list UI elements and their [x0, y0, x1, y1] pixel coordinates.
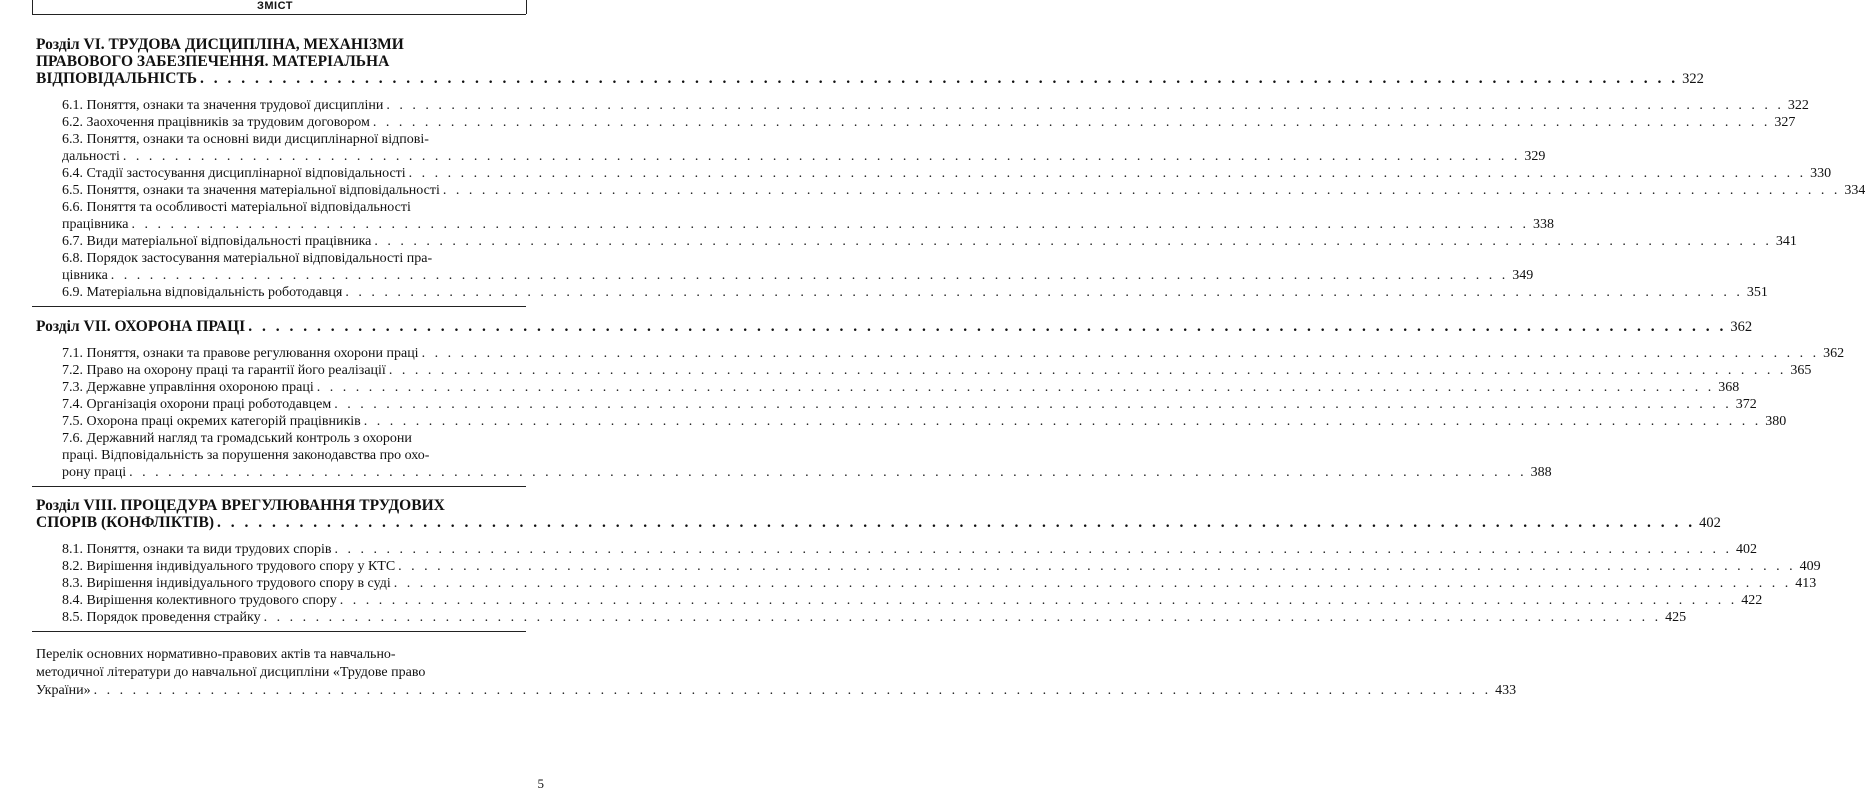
toc-item-7-4[interactable] — [62, 396, 1757, 413]
toc-section-6-title-end: ВІДПОВІДАЛЬНІСТЬ — [36, 70, 198, 87]
toc-item-title: 7.2. Право на охорону праці та гарантії його реалізації — [62, 363, 386, 378]
toc-item-entry — [62, 464, 1552, 481]
toc-literature-title-end: України» — [36, 683, 91, 698]
toc-page-number: 327 — [1774, 115, 1796, 130]
toc-item-title: 6.2. Заохочення працівників за трудовим договором — [62, 115, 370, 130]
toc-item-title-line: 7.6. Державний нагляд та громадський контроль з охорони — [62, 431, 412, 446]
header-rule — [32, 14, 526, 15]
toc-item-title: 7.4. Організація охорони праці роботодавцем — [62, 397, 332, 412]
dot-leader: . . . . . . . . . . . . . . . . . . . . . . . . . . . . . . . . . . . . . . . . . . . . . . . . . . . . . . . . . . . . . . . . . . . . . . . . . . . . . . . . . . . . . . . . . . . . . . . . . . . . . . . . . . . . — [110, 268, 1509, 283]
dot-leader: . . . . . . . . . . . . . . . . . . . . . . . . . . . . . . . . . . . . . . . . . . . . . . . . . . . . . . . . . . . . . . . . . . . . . . . . . . . . . . . . . . . . . . . . . . . . . . . . . . . . . . . . . . . . — [345, 285, 1743, 300]
toc-item-title-line: 6.8. Порядок застосування матеріальної відповідальності пра- — [62, 251, 433, 266]
toc-page-number: 402 — [1699, 515, 1721, 531]
dot-leader: . . . . . . . . . . . . . . . . . . . . . . . . . . . . . . . . . . . . . . . . . . . . . . . . . . . . . . . . . . . . . . . . . . . . . . . . . . . . . . . . . . . . . . . . . . . . . . . . . . . . . . . . . . . . — [316, 380, 1715, 395]
toc-item-6-9[interactable] — [62, 284, 1768, 301]
toc-item-7-3[interactable] — [62, 379, 1740, 396]
toc-page-number: 351 — [1746, 285, 1768, 300]
toc-item-title-line: праці. Відповідальність за порушення законодавства про охо- — [62, 448, 430, 463]
toc-page-number: 334 — [1844, 183, 1865, 198]
dot-leader: . . . . . . . . . . . . . . . . . . . . . . . . . . . . . . . . . . . . . . . . . . . . . . . . . . . . . . . . . . . . . . . . . . . . . . . . . . . . . . . . . . . . . . . . . . . . . . . . . . . . . . . . . . . . — [248, 318, 1727, 335]
dot-leader: . . . . . . . . . . . . . . . . . . . . . . . . . . . . . . . . . . . . . . . . . . . . . . . . . . . . . . . . . . . . . . . . . . . . . . . . . . . . . . . . . . . . . . . . . . . . . . . . . . . . . . . . . . . . — [388, 363, 1787, 378]
dot-leader: . . . . . . . . . . . . . . . . . . . . . . . . . . . . . . . . . . . . . . . . . . . . . . . . . . . . . . . . . . . . . . . . . . . . . . . . . . . . . . . . . . . . . . . . . . . . . . . . . . . . . . . . . . . . — [200, 70, 1679, 87]
toc-item-title: 6.4. Стадії застосування дисциплінарної відповідальності — [62, 166, 406, 181]
toc-literature-entry — [36, 682, 1517, 699]
toc-page-number: 433 — [1495, 683, 1517, 698]
toc-item-title: 8.1. Поняття, ознаки та види трудових спорів — [62, 542, 332, 557]
toc-literature-title-line: Перелік основних нормативно-правових актів та навчально- — [36, 647, 396, 662]
toc-item-title-line: 6.3. Поняття, ознаки та основні види дисциплінарної відпові- — [62, 132, 429, 147]
toc-item-title: 7.1. Поняття, ознаки та правове регулювання охорони праці — [62, 346, 419, 361]
toc-item-title-end: дальності — [62, 149, 120, 164]
toc-section-title: Розділ VII. ОХОРОНА ПРАЦІ — [36, 318, 246, 335]
toc-item-8-4[interactable] — [62, 592, 1763, 609]
section-divider — [32, 486, 526, 487]
toc-item-title-line: 6.6. Поняття та особливості матеріальної відповідальності — [62, 200, 411, 215]
toc-page-number: 413 — [1795, 576, 1817, 591]
toc-page-number: 380 — [1765, 414, 1787, 429]
section-divider — [32, 306, 526, 307]
dot-leader: . . . . . . . . . . . . . . . . . . . . . . . . . . . . . . . . . . . . . . . . . . . . . . . . . . . . . . . . . . . . . . . . . . . . . . . . . . . . . . . . . . . . . . . . . . . . . . . . . . . . . . . . . . . . — [334, 542, 1732, 557]
toc-item-8-5[interactable] — [62, 609, 1687, 626]
toc-item-title-end: працівника — [62, 217, 129, 232]
toc-page-number: 372 — [1735, 397, 1757, 412]
toc-item-title: 6.1. Поняття, ознаки та значення трудової дисципліни — [62, 98, 384, 113]
toc-item-title: 7.5. Охорона праці окремих категорій працівників — [62, 414, 361, 429]
toc-item-title: 8.5. Порядок проведення страйку — [62, 610, 261, 625]
dot-leader: . . . . . . . . . . . . . . . . . . . . . . . . . . . . . . . . . . . . . . . . . . . . . . . . . . . . . . . . . . . . . . . . . . . . . . . . . . . . . . . . . . . . . . . . . . . . . . . . . . . . . . . . . . . . — [408, 166, 1807, 181]
toc-item-title-end: цівника — [62, 268, 108, 283]
dot-leader: . . . . . . . . . . . . . . . . . . . . . . . . . . . . . . . . . . . . . . . . . . . . . . . . . . . . . . . . . . . . . . . . . . . . . . . . . . . . . . . . . . . . . . . . . . . . . . . . . . . . . . . . . . . . — [386, 98, 1784, 113]
toc-page-number: 322 — [1787, 98, 1809, 113]
toc-page-number: 365 — [1790, 363, 1812, 378]
dot-leader: . . . . . . . . . . . . . . . . . . . . . . . . . . . . . . . . . . . . . . . . . . . . . . . . . . . . . . . . . . . . . . . . . . . . . . . . . . . . . . . . . . . . . . . . . . . . . . . . . . . . . . . . . . . . — [363, 414, 1762, 429]
header-right-border — [526, 0, 527, 14]
dot-leader: . . . . . . . . . . . . . . . . . . . . . . . . . . . . . . . . . . . . . . . . . . . . . . . . . . . . . . . . . . . . . . . . . . . . . . . . . . . . . . . . . . . . . . . . . . . . . . . . . . . . . . . . . . . . — [398, 559, 1796, 574]
toc-page-number: 409 — [1799, 559, 1821, 574]
toc-item-entry — [62, 216, 1554, 233]
toc-item-8-2[interactable] — [62, 558, 1821, 575]
toc-page-number: 329 — [1524, 149, 1546, 164]
dot-leader: . . . . . . . . . . . . . . . . . . . . . . . . . . . . . . . . . . . . . . . . . . . . . . . . . . . . . . . . . . . . . . . . . . . . . . . . . . . . . . . . . . . . . . . . . . . . . . . . . . . . . . . . . . . . — [263, 610, 1662, 625]
toc-item-title: 8.3. Вирішення індивідуального трудового спору в суді — [62, 576, 391, 591]
toc-item-6-7[interactable] — [62, 233, 1797, 250]
toc-page-number: 349 — [1512, 268, 1534, 283]
toc-literature-title-line: методичної літератури до навчальної дисципліни «Трудове право — [36, 665, 426, 680]
toc-item-title: 6.9. Матеріальна відповідальність роботодавця — [62, 285, 343, 300]
dot-leader: . . . . . . . . . . . . . . . . . . . . . . . . . . . . . . . . . . . . . . . . . . . . . . . . . . . . . . . . . . . . . . . . . . . . . . . . . . . . . . . . . . . . . . . . . . . . . . . . . . . . . . . . . . . . — [131, 217, 1529, 232]
dot-leader: . . . . . . . . . . . . . . . . . . . . . . . . . . . . . . . . . . . . . . . . . . . . . . . . . . . . . . . . . . . . . . . . . . . . . . . . . . . . . . . . . . . . . . . . . . . . . . . . . . . . . . . . . . . . — [93, 683, 1492, 698]
toc-section-7[interactable] — [36, 318, 1753, 335]
dot-leader: . . . . . . . . . . . . . . . . . . . . . . . . . . . . . . . . . . . . . . . . . . . . . . . . . . . . . . . . . . . . . . . . . . . . . . . . . . . . . . . . . . . . . . . . . . . . . . . . . . . . . . . . . . . . — [393, 576, 1792, 591]
toc-item-7-1[interactable] — [62, 345, 1845, 362]
dot-leader: . . . . . . . . . . . . . . . . . . . . . . . . . . . . . . . . . . . . . . . . . . . . . . . . . . . . . . . . . . . . . . . . . . . . . . . . . . . . . . . . . . . . . . . . . . . . . . . . . . . . . . . . . . . . — [372, 115, 1771, 130]
toc-item-title: 6.5. Поняття, ознаки та значення матеріальної відповідальності — [62, 183, 440, 198]
dot-leader: . . . . . . . . . . . . . . . . . . . . . . . . . . . . . . . . . . . . . . . . . . . . . . . . . . . . . . . . . . . . . . . . . . . . . . . . . . . . . . . . . . . . . . . . . . . . . . . . . . . . . . . . . . . . — [334, 397, 1732, 412]
toc-item-title: 7.3. Державне управління охороною праці — [62, 380, 314, 395]
dot-leader: . . . . . . . . . . . . . . . . . . . . . . . . . . . . . . . . . . . . . . . . . . . . . . . . . . . . . . . . . . . . . . . . . . . . . . . . . . . . . . . . . . . . . . . . . . . . . . . . . . . . . . . . . . . . — [339, 593, 1738, 608]
toc-item-6-1[interactable] — [62, 97, 1809, 114]
toc-item-entry — [62, 148, 1546, 165]
toc-item-8-3[interactable] — [62, 575, 1817, 592]
toc-item-8-1[interactable] — [62, 541, 1757, 558]
toc-section-8-title-line: Розділ VIII. ПРОЦЕДУРА ВРЕГУЛЮВАННЯ ТРУДОВИХ — [36, 497, 445, 514]
toc-page-number: 388 — [1530, 465, 1552, 480]
page-number: 5 — [537, 776, 544, 791]
toc-item-6-2[interactable] — [62, 114, 1796, 131]
dot-leader: . . . . . . . . . . . . . . . . . . . . . . . . . . . . . . . . . . . . . . . . . . . . . . . . . . . . . . . . . . . . . . . . . . . . . . . . . . . . . . . . . . . . . . . . . . . . . . . . . . . . . . . . . . . . — [217, 514, 1696, 531]
toc-page-number: 402 — [1735, 542, 1757, 557]
toc-item-entry — [62, 267, 1534, 284]
toc-page-number: 368 — [1718, 380, 1740, 395]
toc-item-6-4[interactable] — [62, 165, 1832, 182]
dot-leader: . . . . . . . . . . . . . . . . . . . . . . . . . . . . . . . . . . . . . . . . . . . . . . . . . . . . . . . . . . . . . . . . . . . . . . . . . . . . . . . . . . . . . . . . . . . . . . . . . . . . . . . . . . . . — [122, 149, 1521, 164]
toc-item-title: 6.7. Види матеріальної відповідальності працівника — [62, 234, 372, 249]
header-left-border — [32, 0, 33, 14]
dot-leader: . . . . . . . . . . . . . . . . . . . . . . . . . . . . . . . . . . . . . . . . . . . . . . . . . . . . . . . . . . . . . . . . . . . . . . . . . . . . . . . . . . . . . . . . . . . . . . . . . . . . . . . . . . . . — [442, 183, 1841, 198]
toc-item-7-2[interactable] — [62, 362, 1812, 379]
section-divider — [32, 631, 526, 632]
toc-page-number: 322 — [1682, 71, 1704, 87]
toc-item-title: 8.2. Вирішення індивідуального трудового спору у КТС — [62, 559, 396, 574]
toc-page-number: 362 — [1730, 319, 1753, 335]
toc-item-title: 8.4. Вирішення колективного трудового спору — [62, 593, 337, 608]
toc-section-8-entry — [36, 514, 1721, 531]
toc-section-8-title-end: СПОРІВ (КОНФЛІКТІВ) — [36, 514, 214, 531]
toc-page-number: 330 — [1810, 166, 1832, 181]
toc-page-number: 338 — [1533, 217, 1554, 232]
toc-section-6-title-line: ПРАВОВОГО ЗАБЕЗПЕЧЕННЯ. МАТЕРІАЛЬНА — [36, 53, 390, 70]
toc-section-6-entry — [36, 70, 1704, 87]
running-header: ЗМІСТ — [257, 0, 293, 12]
toc-item-7-5[interactable] — [62, 413, 1787, 430]
dot-leader: . . . . . . . . . . . . . . . . . . . . . . . . . . . . . . . . . . . . . . . . . . . . . . . . . . . . . . . . . . . . . . . . . . . . . . . . . . . . . . . . . . . . . . . . . . . . . . . . . . . . . . . . . . . . — [129, 465, 1527, 480]
toc-item-6-5[interactable] — [62, 182, 1865, 199]
dot-leader: . . . . . . . . . . . . . . . . . . . . . . . . . . . . . . . . . . . . . . . . . . . . . . . . . . . . . . . . . . . . . . . . . . . . . . . . . . . . . . . . . . . . . . . . . . . . . . . . . . . . . . . . . . . . — [421, 346, 1820, 361]
toc-page-number: 422 — [1741, 593, 1763, 608]
toc-item-title-end: рону праці — [62, 465, 127, 480]
toc-page-number: 341 — [1775, 234, 1797, 249]
dot-leader: . . . . . . . . . . . . . . . . . . . . . . . . . . . . . . . . . . . . . . . . . . . . . . . . . . . . . . . . . . . . . . . . . . . . . . . . . . . . . . . . . . . . . . . . . . . . . . . . . . . . . . . . . . . . — [374, 234, 1772, 249]
toc-section-6-title-line: Розділ VI. ТРУДОВА ДИСЦИПЛІНА, МЕХАНІЗМИ — [36, 36, 404, 53]
toc-page-number: 425 — [1665, 610, 1687, 625]
toc-page-number: 362 — [1823, 346, 1845, 361]
